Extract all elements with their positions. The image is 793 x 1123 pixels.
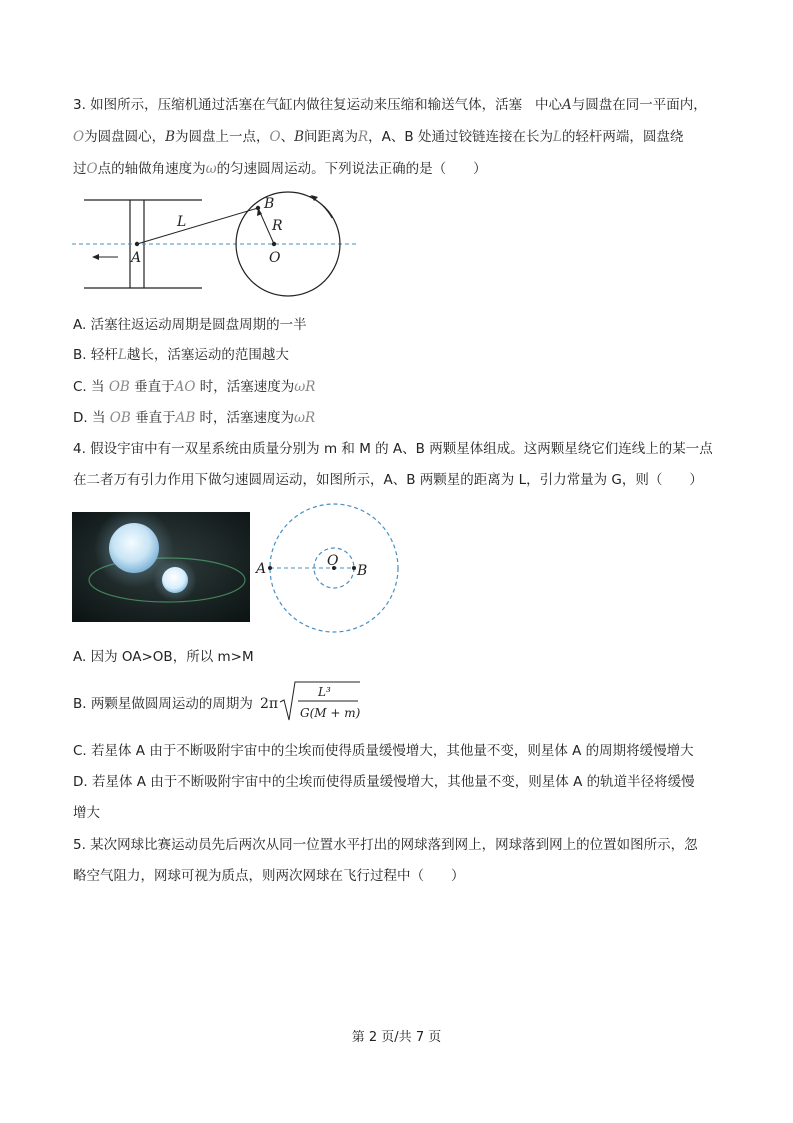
q4-line2: 在二者万有引力作用下做匀速圆周运动，如图所示，A、B 两颗星的距离为 L，引力常量为 G，则（ ）	[73, 472, 703, 488]
label-O: O	[327, 553, 339, 569]
q5-line2: 略空气阻力，网球可视为质点，则两次网球在飞行过程中（ ）	[73, 868, 465, 884]
star-A-dot	[268, 566, 272, 570]
q4-option-d-line2: 增大	[73, 805, 100, 821]
q3-option-b: B. 轻杆L越长，活塞运动的范围越大	[73, 347, 289, 363]
label-B: B	[264, 196, 275, 212]
photo-large-star	[109, 523, 159, 573]
label-R: R	[272, 218, 283, 234]
page-number: 第 2 页/共 7 页	[351, 1030, 442, 1045]
q4-option-b: B. 两颗星做圆周运动的周期为	[73, 696, 253, 712]
q3-compressor-figure	[70, 188, 360, 300]
label-B: B	[357, 563, 368, 579]
piston-arrow-head	[92, 254, 99, 260]
point-B	[256, 206, 260, 210]
label-A: A	[256, 561, 267, 577]
q4-line1: 4. 假设宇宙中有一双星系统由质量分别为 m 和 M 的 A、B 两颗星体组成。这两颗星绕它们连线上的某一点	[73, 441, 713, 457]
formula-coef: 2π	[260, 696, 279, 712]
label-A: A	[131, 250, 142, 266]
q3-option-d: D. 当 OB 垂直于AB 时，活塞速度为ωR	[73, 410, 316, 426]
label-O: O	[269, 250, 281, 266]
label-L: L	[177, 214, 187, 230]
q3-line2: O为圆盘圆心，B为圆盘上一点，O、B间距离为R，A、B 处通过铰链连接在长为L的轻杆两端，圆盘绕	[73, 129, 684, 145]
q3-line3: 过O点的轴做角速度为ω的匀速圆周运动。下列说法正确的是（ ）	[73, 161, 487, 177]
q3-line1: 3. 如图所示，压缩机通过活塞在气缸内做往复运动来压缩和输送气体，活塞 中心A与圆盘在同一平面内，	[73, 97, 707, 113]
q3-option-c: C. 当 OB 垂直于AO 时，活塞速度为ωR	[73, 379, 316, 395]
formula-numerator: L³	[318, 685, 331, 699]
star-B-dot	[352, 566, 356, 570]
q5-line1: 5. 某次网球比赛运动员先后两次从同一位置水平打出的网球落到网上，网球落到网上的位置如图所示，忽	[73, 837, 698, 853]
binary-star-image	[72, 512, 250, 622]
binary-star-photo	[72, 512, 250, 622]
point-A	[135, 242, 139, 246]
point-O	[272, 242, 276, 246]
q4-orbit-diagram	[252, 502, 407, 638]
photo-small-star	[162, 567, 188, 593]
formula-denominator: G(M + m)	[300, 706, 361, 720]
q4-option-c: C. 若星体 A 由于不断吸附宇宙中的尘埃而使得质量缓慢增大，其他量不变，则星体 A 的周期将缓慢增大	[73, 743, 694, 759]
q3-option-a: A. 活塞往返运动周期是圆盘周期的一半	[73, 317, 307, 333]
period-formula	[258, 678, 368, 726]
q4-option-a: A. 因为 OA>OB，所以 m>M	[73, 649, 254, 665]
q4-option-d-line1: D. 若星体 A 由于不断吸附宇宙中的尘埃而使得质量缓慢增大，其他量不变，则星体 A 的轨道半径将缓慢	[73, 774, 695, 790]
